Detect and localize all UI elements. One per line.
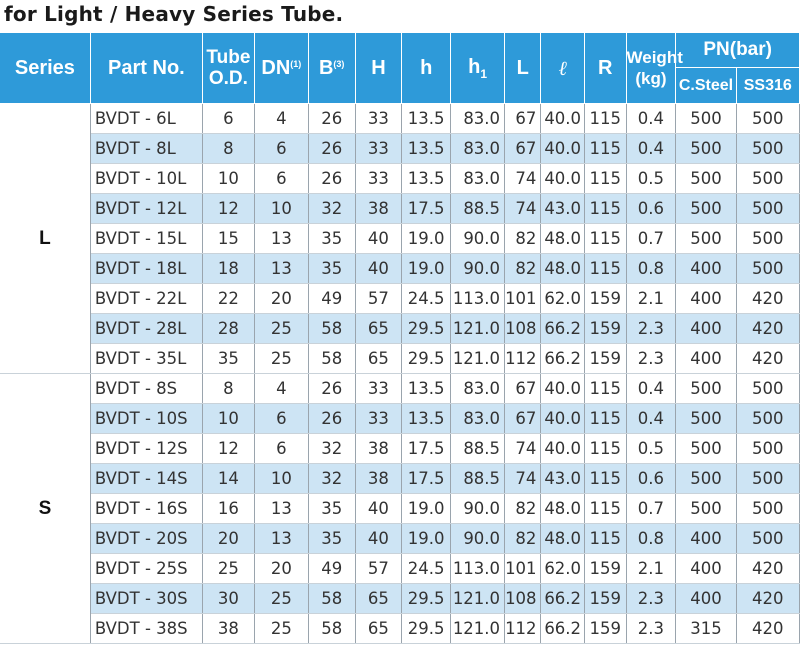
cell-tube-od: 35: [202, 344, 254, 374]
cell-part-no: BVDT - 30S: [90, 584, 202, 614]
cell-L: 108: [505, 314, 541, 344]
cell-pn-ss316: 500: [736, 464, 799, 494]
cell-tube-od: 18: [202, 254, 254, 284]
cell-h1: 90.0: [451, 524, 505, 554]
cell-part-no: BVDT - 38S: [90, 614, 202, 644]
cell-h: 17.5: [402, 464, 451, 494]
cell-h1: 88.5: [451, 194, 505, 224]
cell-ell: 43.0: [541, 194, 585, 224]
cell-ell: 40.0: [541, 164, 585, 194]
cell-h: 13.5: [402, 104, 451, 134]
cell-weight: 0.8: [626, 254, 676, 284]
header-pn: PN(bar): [676, 33, 800, 68]
cell-R: 115: [584, 224, 626, 254]
cell-ell: 48.0: [541, 224, 585, 254]
header-pn-csteel: C.Steel: [676, 68, 736, 104]
cell-pn-ss316: 500: [736, 374, 799, 404]
header-h1-subscript: 1: [480, 66, 488, 81]
cell-dn: 20: [254, 284, 308, 314]
cell-weight: 0.8: [626, 524, 676, 554]
cell-h: 29.5: [402, 584, 451, 614]
cell-pn-ss316: 420: [736, 584, 799, 614]
cell-h: 24.5: [402, 284, 451, 314]
cell-h1: 90.0: [451, 494, 505, 524]
cell-h1: 121.0: [451, 584, 505, 614]
cell-H: 33: [355, 374, 402, 404]
table-row: [0, 314, 800, 344]
cell-b: 26: [308, 104, 355, 134]
table-caption: for Light / Heavy Series Tube.: [4, 2, 344, 26]
cell-b: 49: [308, 284, 355, 314]
cell-part-no: BVDT - 16S: [90, 494, 202, 524]
cell-part-no: BVDT - 14S: [90, 464, 202, 494]
cell-dn: 6: [254, 404, 308, 434]
header-series: Series: [0, 33, 90, 104]
cell-h: 29.5: [402, 344, 451, 374]
cell-weight: 2.1: [626, 554, 676, 584]
cell-series: S: [0, 374, 90, 644]
cell-h: 29.5: [402, 614, 451, 644]
header-weight-line2: (kg): [635, 69, 667, 88]
cell-pn-csteel: 400: [676, 344, 736, 374]
cell-tube-od: 10: [202, 164, 254, 194]
cell-part-no: BVDT - 10S: [90, 404, 202, 434]
header-tube-od-line2: O.D.: [208, 68, 248, 89]
cell-L: 67: [505, 134, 541, 164]
cell-dn: 6: [254, 434, 308, 464]
cell-tube-od: 14: [202, 464, 254, 494]
cell-H: 40: [355, 254, 402, 284]
cell-tube-od: 22: [202, 284, 254, 314]
cell-b: 32: [308, 194, 355, 224]
cell-part-no: BVDT - 12S: [90, 434, 202, 464]
cell-H: 40: [355, 494, 402, 524]
header-tube-od: [202, 33, 254, 104]
cell-h: 19.0: [402, 254, 451, 284]
header-h1-label: h: [468, 55, 481, 78]
table-row: [0, 194, 800, 224]
specification-table: [0, 33, 800, 644]
cell-b: 35: [308, 224, 355, 254]
table-row: [0, 464, 800, 494]
cell-tube-od: 12: [202, 194, 254, 224]
cell-R: 115: [584, 164, 626, 194]
cell-L: 112: [505, 614, 541, 644]
cell-weight: 2.3: [626, 344, 676, 374]
cell-weight: 0.5: [626, 164, 676, 194]
cell-ell: 62.0: [541, 554, 585, 584]
table-row: [0, 134, 800, 164]
cell-h: 17.5: [402, 434, 451, 464]
cell-weight: 0.5: [626, 434, 676, 464]
cell-R: 159: [584, 314, 626, 344]
cell-ell: 66.2: [541, 344, 585, 374]
cell-H: 33: [355, 104, 402, 134]
cell-tube-od: 20: [202, 524, 254, 554]
cell-h1: 83.0: [451, 374, 505, 404]
cell-ell: 40.0: [541, 134, 585, 164]
cell-R: 159: [584, 344, 626, 374]
header-pn-ss316: SS316: [736, 68, 799, 104]
cell-ell: 48.0: [541, 254, 585, 284]
cell-b: 35: [308, 254, 355, 284]
cell-weight: 2.3: [626, 584, 676, 614]
header-h1: [451, 33, 505, 104]
table-row: [0, 404, 800, 434]
cell-h: 24.5: [402, 554, 451, 584]
cell-tube-od: 28: [202, 314, 254, 344]
cell-h1: 113.0: [451, 284, 505, 314]
cell-dn: 6: [254, 134, 308, 164]
cell-pn-ss316: 420: [736, 614, 799, 644]
cell-pn-csteel: 500: [676, 404, 736, 434]
cell-tube-od: 15: [202, 224, 254, 254]
cell-weight: 0.4: [626, 374, 676, 404]
cell-R: 115: [584, 194, 626, 224]
cell-b: 32: [308, 464, 355, 494]
cell-H: 40: [355, 524, 402, 554]
cell-part-no: BVDT - 15L: [90, 224, 202, 254]
cell-dn: 20: [254, 554, 308, 584]
cell-tube-od: 8: [202, 374, 254, 404]
cell-L: 74: [505, 164, 541, 194]
cell-ell: 62.0: [541, 284, 585, 314]
cell-ell: 66.2: [541, 314, 585, 344]
cell-H: 38: [355, 434, 402, 464]
cell-h1: 83.0: [451, 104, 505, 134]
header-weight-line1: Weight: [626, 48, 683, 67]
cell-b: 58: [308, 344, 355, 374]
cell-h: 19.0: [402, 494, 451, 524]
cell-L: 74: [505, 434, 541, 464]
cell-dn: 13: [254, 524, 308, 554]
cell-pn-csteel: 500: [676, 194, 736, 224]
table-body: [0, 104, 800, 644]
cell-weight: 0.4: [626, 134, 676, 164]
cell-h: 13.5: [402, 374, 451, 404]
cell-b: 26: [308, 164, 355, 194]
cell-ell: 43.0: [541, 464, 585, 494]
cell-h1: 83.0: [451, 404, 505, 434]
cell-h1: 88.5: [451, 434, 505, 464]
header-dn: [254, 33, 308, 104]
table-row: [0, 224, 800, 254]
cell-H: 33: [355, 404, 402, 434]
cell-L: 82: [505, 254, 541, 284]
cell-h1: 88.5: [451, 464, 505, 494]
cell-tube-od: 30: [202, 584, 254, 614]
cell-H: 40: [355, 224, 402, 254]
cell-pn-ss316: 420: [736, 314, 799, 344]
cell-L: 82: [505, 494, 541, 524]
cell-L: 82: [505, 524, 541, 554]
cell-part-no: BVDT - 20S: [90, 524, 202, 554]
cell-pn-csteel: 500: [676, 494, 736, 524]
cell-b: 58: [308, 314, 355, 344]
cell-pn-csteel: 400: [676, 284, 736, 314]
cell-part-no: BVDT - 22L: [90, 284, 202, 314]
cell-R: 115: [584, 104, 626, 134]
cell-tube-od: 10: [202, 404, 254, 434]
cell-pn-csteel: 400: [676, 554, 736, 584]
header-dn-footnote: (1): [290, 58, 302, 69]
cell-pn-ss316: 500: [736, 194, 799, 224]
cell-L: 74: [505, 464, 541, 494]
cell-tube-od: 8: [202, 134, 254, 164]
specification-table-wrapper: [0, 33, 800, 644]
cell-L: 67: [505, 374, 541, 404]
cell-ell: 40.0: [541, 374, 585, 404]
header-b: [308, 33, 355, 104]
table-row: [0, 524, 800, 554]
cell-pn-csteel: 500: [676, 104, 736, 134]
cell-ell: 40.0: [541, 404, 585, 434]
cell-pn-ss316: 500: [736, 404, 799, 434]
cell-L: 112: [505, 344, 541, 374]
header-R: R: [584, 33, 626, 104]
table-row: [0, 554, 800, 584]
cell-H: 65: [355, 344, 402, 374]
cell-b: 26: [308, 374, 355, 404]
cell-R: 159: [584, 284, 626, 314]
cell-h1: 121.0: [451, 314, 505, 344]
cell-pn-csteel: 500: [676, 164, 736, 194]
cell-pn-ss316: 500: [736, 254, 799, 284]
cell-weight: 0.7: [626, 224, 676, 254]
table-row: [0, 374, 800, 404]
table-row: [0, 104, 800, 134]
cell-b: 58: [308, 614, 355, 644]
cell-L: 67: [505, 404, 541, 434]
cell-dn: 10: [254, 464, 308, 494]
cell-L: 108: [505, 584, 541, 614]
cell-ell: 66.2: [541, 584, 585, 614]
cell-part-no: BVDT - 10L: [90, 164, 202, 194]
cell-pn-ss316: 420: [736, 344, 799, 374]
cell-dn: 25: [254, 344, 308, 374]
table-row: [0, 434, 800, 464]
cell-b: 26: [308, 134, 355, 164]
cell-pn-csteel: 500: [676, 464, 736, 494]
cell-H: 38: [355, 464, 402, 494]
cell-b: 32: [308, 434, 355, 464]
cell-L: 101: [505, 284, 541, 314]
cell-weight: 0.6: [626, 464, 676, 494]
cell-h1: 121.0: [451, 614, 505, 644]
cell-h: 13.5: [402, 404, 451, 434]
cell-h: 13.5: [402, 134, 451, 164]
cell-part-no: BVDT - 12L: [90, 194, 202, 224]
cell-R: 115: [584, 524, 626, 554]
cell-pn-csteel: 500: [676, 434, 736, 464]
cell-weight: 0.4: [626, 104, 676, 134]
cell-ell: 40.0: [541, 104, 585, 134]
cell-pn-ss316: 500: [736, 434, 799, 464]
cell-R: 159: [584, 614, 626, 644]
cell-H: 33: [355, 134, 402, 164]
cell-L: 101: [505, 554, 541, 584]
cell-pn-csteel: 400: [676, 524, 736, 554]
cell-L: 82: [505, 224, 541, 254]
table-header: [0, 33, 800, 104]
cell-dn: 25: [254, 614, 308, 644]
cell-H: 57: [355, 554, 402, 584]
header-part-no: Part No.: [90, 33, 202, 104]
cell-H: 65: [355, 614, 402, 644]
cell-pn-csteel: 500: [676, 374, 736, 404]
cell-dn: 13: [254, 494, 308, 524]
cell-ell: 48.0: [541, 494, 585, 524]
cell-ell: 48.0: [541, 524, 585, 554]
cell-tube-od: 38: [202, 614, 254, 644]
header-weight: [626, 33, 683, 104]
cell-weight: 2.1: [626, 284, 676, 314]
cell-h: 17.5: [402, 194, 451, 224]
header-tube-od-line1: Tube: [206, 47, 251, 68]
cell-pn-csteel: 400: [676, 314, 736, 344]
cell-dn: 4: [254, 374, 308, 404]
table-row: [0, 254, 800, 284]
cell-pn-csteel: 500: [676, 224, 736, 254]
cell-b: 58: [308, 584, 355, 614]
table-row: [0, 614, 800, 644]
cell-pn-ss316: 420: [736, 284, 799, 314]
cell-pn-ss316: 500: [736, 134, 799, 164]
cell-h1: 83.0: [451, 134, 505, 164]
cell-H: 57: [355, 284, 402, 314]
cell-part-no: BVDT - 6L: [90, 104, 202, 134]
cell-dn: 25: [254, 584, 308, 614]
cell-tube-od: 25: [202, 554, 254, 584]
table-row: [0, 284, 800, 314]
header-L: L: [505, 33, 541, 104]
cell-pn-csteel: 500: [676, 134, 736, 164]
cell-pn-ss316: 500: [736, 494, 799, 524]
cell-h: 19.0: [402, 224, 451, 254]
header-dn-label: DN: [261, 56, 291, 79]
cell-dn: 25: [254, 314, 308, 344]
table-row: [0, 164, 800, 194]
cell-b: 49: [308, 554, 355, 584]
cell-pn-ss316: 500: [736, 224, 799, 254]
cell-b: 35: [308, 494, 355, 524]
cell-dn: 6: [254, 164, 308, 194]
cell-tube-od: 12: [202, 434, 254, 464]
table-row: [0, 344, 800, 374]
cell-pn-ss316: 500: [736, 524, 799, 554]
cell-R: 159: [584, 584, 626, 614]
cell-part-no: BVDT - 35L: [90, 344, 202, 374]
cell-part-no: BVDT - 25S: [90, 554, 202, 584]
cell-part-no: BVDT - 8L: [90, 134, 202, 164]
cell-R: 115: [584, 494, 626, 524]
header-b-label: B: [318, 56, 334, 79]
cell-dn: 13: [254, 254, 308, 284]
cell-R: 115: [584, 254, 626, 284]
cell-ell: 66.2: [541, 614, 585, 644]
cell-R: 115: [584, 134, 626, 164]
cell-pn-csteel: 400: [676, 254, 736, 284]
cell-h: 13.5: [402, 164, 451, 194]
cell-pn-ss316: 500: [736, 164, 799, 194]
cell-dn: 13: [254, 224, 308, 254]
cell-tube-od: 6: [202, 104, 254, 134]
header-H: H: [355, 33, 402, 104]
cell-pn-csteel: 400: [676, 584, 736, 614]
cell-h1: 113.0: [451, 554, 505, 584]
cell-h: 19.0: [402, 524, 451, 554]
cell-R: 115: [584, 374, 626, 404]
cell-R: 115: [584, 404, 626, 434]
cell-pn-ss316: 500: [736, 104, 799, 134]
cell-b: 26: [308, 404, 355, 434]
cell-R: 115: [584, 464, 626, 494]
cell-h1: 90.0: [451, 224, 505, 254]
cell-b: 35: [308, 524, 355, 554]
cell-tube-od: 16: [202, 494, 254, 524]
cell-H: 65: [355, 584, 402, 614]
cell-weight: 2.3: [626, 614, 676, 644]
cell-weight: 2.3: [626, 314, 676, 344]
cell-L: 67: [505, 104, 541, 134]
header-h: h: [402, 33, 451, 104]
cell-weight: 0.4: [626, 404, 676, 434]
cell-part-no: BVDT - 18L: [90, 254, 202, 284]
table-row: [0, 584, 800, 614]
cell-h: 29.5: [402, 314, 451, 344]
cell-pn-csteel: 315: [676, 614, 736, 644]
cell-H: 38: [355, 194, 402, 224]
cell-weight: 0.6: [626, 194, 676, 224]
cell-h1: 83.0: [451, 164, 505, 194]
cell-dn: 4: [254, 104, 308, 134]
cell-H: 65: [355, 314, 402, 344]
cell-weight: 0.7: [626, 494, 676, 524]
cell-h1: 121.0: [451, 344, 505, 374]
cell-pn-ss316: 420: [736, 554, 799, 584]
cell-H: 33: [355, 164, 402, 194]
cell-dn: 10: [254, 194, 308, 224]
cell-R: 159: [584, 554, 626, 584]
table-row: [0, 494, 800, 524]
cell-part-no: BVDT - 28L: [90, 314, 202, 344]
cell-part-no: BVDT - 8S: [90, 374, 202, 404]
cell-series: L: [0, 104, 90, 374]
header-b-footnote: (3): [333, 58, 345, 69]
cell-ell: 40.0: [541, 434, 585, 464]
cell-h1: 90.0: [451, 254, 505, 284]
cell-L: 74: [505, 194, 541, 224]
cell-R: 115: [584, 434, 626, 464]
header-ell: ℓ: [541, 33, 585, 104]
